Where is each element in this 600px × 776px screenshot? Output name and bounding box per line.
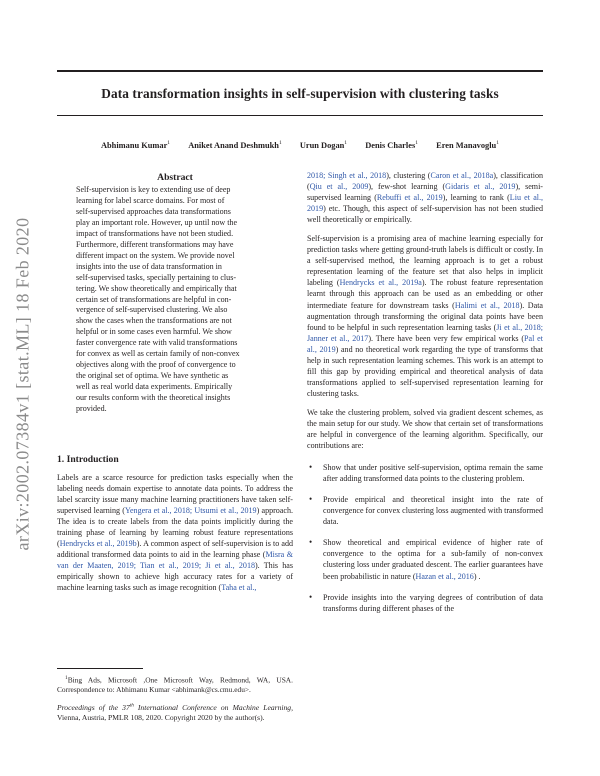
proceedings-note: Proceedings of the 37th International Conference on Machine Learning, Vienna, Austria, PMLR 108, 2020. Copyright 2020 by the author(s). <box>57 702 293 722</box>
bullet-icon: • <box>309 537 313 548</box>
intro-paragraph <box>57 472 293 594</box>
citation-link[interactable]: Hendrycks et al., 2019b <box>59 539 137 549</box>
footnote <box>57 674 293 722</box>
abstract-body <box>76 185 274 415</box>
intro-text: ). This has empirically shown to achieve high accuracy rates for a variety of machine learning tasks such as image recognition ( <box>57 561 293 593</box>
citation-link[interactable]: Ji et al., 2018; Janner et al., 2017 <box>307 322 543 343</box>
intro-text: Labels are a scarce resource for prediction tasks especially when the labeling needs domain expertise to annotate data points. To address the label scarcity issue many machine learning practitioners have taken self-supervised learning ( <box>57 473 293 516</box>
abstract-line: impact of transformations have not been studied. <box>76 228 234 238</box>
contributions-list <box>307 462 543 614</box>
clustering-paragraph: We take the clustering problem, solved via gradient descent schemes, as the main setup for our study. We show that certain set of transformations are helpful in convergence of the learning algorithm. Specifically, our contributions are: <box>307 407 543 451</box>
citation-link[interactable]: 2018; Singh et al., 2018 <box>307 171 387 180</box>
top-rule-thick <box>57 70 543 72</box>
intro-heading: 1. Introduction <box>57 454 119 465</box>
abstract-line: show the cases when the transformations are not <box>76 316 232 326</box>
self-supervision-paragraph: Self-supervision is a promising area of machine learning especially for prediction tasks where getting ground-truth labels is difficult or costly. In a self-supervised method, the learning approach is to get a robust representation learning of the feature set that also helps in implicit labeling (Hendrycks et al., 2019a). The robust feature representation learnt through this approach can be used as an embedding or other intermediate feature for downstream tasks (Halimi et al., 2018). Data augmentation through transforming the original data points have been found to be helpful in such representation learning tasks (Ji et al., 2018; Janner et al., 2017). There have been very few empirical works (Pal et al., 2019) and no theoretical work regarding the type of transforms that help in such representation learning schemes. This work is an attempt to fill this gap by providing empirical and theoretical analysis of data transformations applied to self-supervised representation learning for clustering tasks. <box>307 234 543 398</box>
abstract-line: self-supervised approaches data transformations <box>76 206 231 216</box>
citation-link[interactable]: Liu et al., 2019 <box>307 193 544 214</box>
abstract-line: faster convergence rate with valid transformations <box>76 338 238 348</box>
abstract-line: self-supervised tasks, specially pertaining to clus- <box>76 272 237 282</box>
right-column <box>307 170 543 614</box>
author-list <box>57 140 543 150</box>
abstract-line: objectives along with the proof of convergence to <box>76 360 236 370</box>
citation-link[interactable]: Hazan et al., 2016 <box>415 571 474 581</box>
citation-link[interactable]: Gidaris et al., 2019 <box>445 182 516 192</box>
arxiv-stamp-text: arXiv:2002.07384v1 [stat.ML] 18 Feb 2020 <box>12 217 33 551</box>
paper-title: Data transformation insights in self-supervision with clustering tasks <box>101 86 499 101</box>
citation-link[interactable]: Yengera et al., 2018; Utsumi et al., 2019 <box>124 506 257 516</box>
author-4: Denis Charles$^1$ <box>365 140 419 150</box>
list-item: • Provide insights into the varying degrees of contribution of data transforms during different phases of the <box>309 591 543 613</box>
citation-link[interactable]: Pal et al., 2019 <box>307 333 543 354</box>
top-rule-thin <box>57 115 543 116</box>
citation-link[interactable]: Misra & van der Maaten, 2019; Tian et al., 2019; Ji et al., 2018 <box>57 550 293 571</box>
abstract-line: our results conform with the theoretical insights <box>76 393 231 403</box>
bullet-icon: • <box>309 462 313 473</box>
author-1: Abhimanu Kumar$^1$ <box>100 140 171 150</box>
citation-link[interactable]: Caron et al., 2018a <box>430 171 494 180</box>
author-3: Urun Dogan$^1$ <box>299 140 348 150</box>
abstract-line: different impact on the system. We provide novel <box>76 250 235 260</box>
abstract-line: vergence of self-supervised clustering. We also <box>76 305 228 315</box>
abstract-line: play an important role. However, up until now the <box>76 217 238 227</box>
abstract-line: tering. We show theoretically and empirically that <box>76 283 237 293</box>
citation-link[interactable]: Taha et al., <box>221 583 257 593</box>
list-item: • Show that under positive self-supervision, optima remain the same after adding transformed data points to the clustering problem. <box>309 462 543 484</box>
arxiv-stamp <box>8 208 38 560</box>
intro-text: ). A common aspect of self-supervision is to add additional transformed data points to aid in the learning phase ( <box>57 539 293 560</box>
abstract-line: well as real world data experiments. Empirically <box>76 382 233 392</box>
bullet-icon: • <box>309 591 313 602</box>
abstract-heading: Abstract <box>157 172 193 183</box>
abstract-line: provided. <box>76 404 107 414</box>
abstract-line: for convex as well as certain family of non-convex <box>76 349 240 359</box>
abstract-line: helpful or in some cases even harmful. We show <box>76 327 232 337</box>
author-2: Aniket Anand Deshmukh$^1$ <box>188 140 282 150</box>
citation-link[interactable]: Halimi et al., 2018 <box>454 300 520 310</box>
abstract-line: Furthermore, different transformations may have <box>76 239 234 249</box>
citation-link[interactable]: Qiu et al., 2009 <box>309 182 369 192</box>
citation-link[interactable]: Rebuffi et al., 2019 <box>376 193 443 203</box>
abstract-line: learning for label scarce domains. For most of <box>76 195 225 205</box>
abstract-line: the original set of optima. We have synthetic as <box>76 371 229 381</box>
footnote-rule <box>57 668 143 669</box>
intro-continued-paragraph: 2018; Singh et al., 2018), clustering (Caron et al., 2018a), classification (Qiu et al., 2009), few-shot learning (Gidaris et al., 2019), semi-supervised learning (Rebuffi et al., 2019), learning to rank (Liu et al., 2019) etc. Though, this aspect of self-supervision has not been studied well theoretically or empirically. <box>307 171 544 225</box>
list-item: • Provide empirical and theoretical insight into the rate of convergence for convex clustering loss augmented with transformed data. <box>309 494 543 527</box>
citation-link[interactable]: Hendrycks et al., 2019a <box>339 278 422 288</box>
list-item: • Show theoretical and empirical evidence of higher rate of convergence to the optima for a sub-family of non-convex clustering loss under graduated descent. The earlier guarantees have been probabilistic in nature (Hazan et al., 2016) . <box>309 537 543 581</box>
bullet-icon: • <box>309 494 313 505</box>
abstract-line: certain set of transformations are helpful in con- <box>76 294 232 304</box>
abstract-line: insights into the use of data transformation in <box>76 261 222 271</box>
abstract-line: Self-supervision is key to extending use of deep <box>76 185 231 194</box>
affiliation-note: $^1$Bing Ads, Microsoft ,One Microsoft Way, Redmond, WA, USA. Correspondence to: Abhimanu Kumar <abhimank@cs.cmu.edu>. <box>57 675 293 695</box>
author-5: Eren Manavoglu$^1$ <box>436 140 500 150</box>
intro-text: ) approach. The idea is to create labels from the data points implicitly during the training phase of learning by learning robust feature representations ( <box>57 506 293 549</box>
